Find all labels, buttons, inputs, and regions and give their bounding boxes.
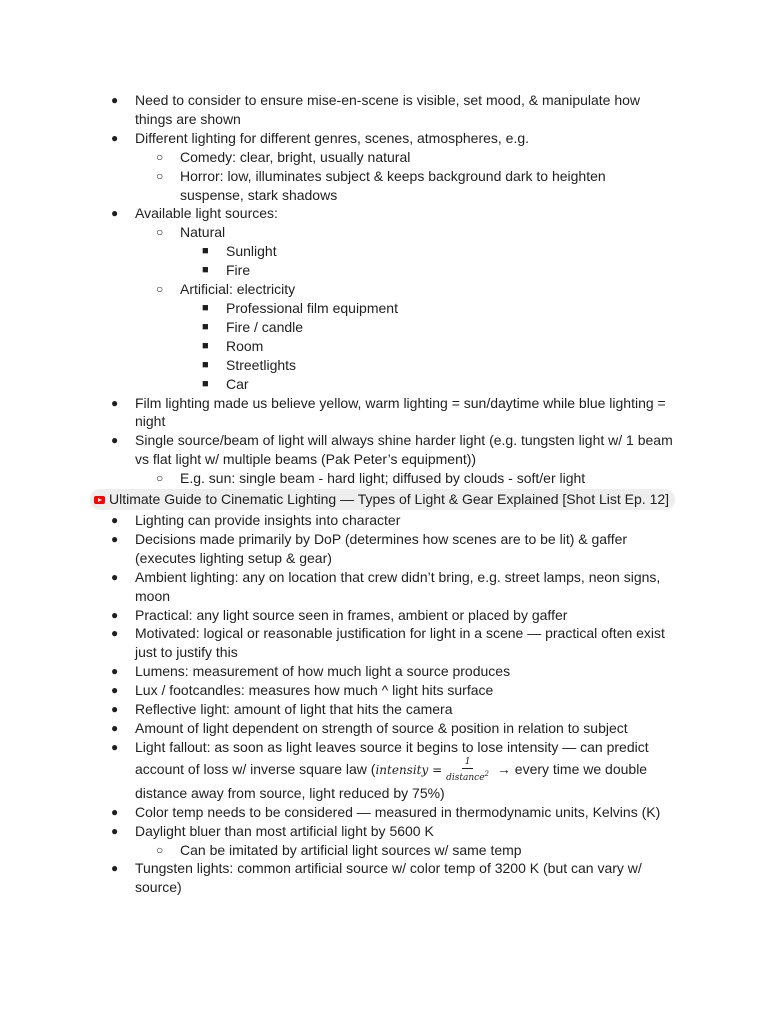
list-item [156, 223, 670, 242]
video-link-title[interactable]: Ultimate Guide to Cinematic Lighting — Types of Light & Gear Explained [Shot List Ep. 12] [109, 491, 670, 508]
list-item-text: Fire / candle [226, 318, 304, 335]
list-item-text: Color temp needs to be considered — measured in thermodynamic units, Kelvins (K) [135, 803, 661, 820]
bullet: ■ [202, 320, 209, 333]
bullet: ● [111, 569, 119, 584]
list-item-text: Light fallout: as soon as light leaves source it begins to lose intensity — can predict account of loss w/ inverse square law ( [135, 738, 649, 778]
notes-list-2 [0, 511, 768, 897]
list-item [111, 681, 680, 700]
formula-fraction [444, 757, 491, 784]
inverse-square-formula [375, 757, 493, 784]
list-item-text: Can be imitated by artificial light sources w/ same temp [180, 841, 522, 858]
list-item [202, 337, 666, 356]
list-item [111, 91, 680, 129]
list-item-text: Lux / footcandles: measures how much ^ light hits surface [135, 682, 494, 699]
list-item-text: Motivated: logical or reasonable justification for light in a scene — practical often exist just to justify this [135, 625, 665, 661]
formula-denominator [444, 769, 491, 784]
bullet: ● [111, 93, 119, 107]
list-item-text: Lighting can provide insights into character [135, 512, 401, 529]
list-item-text: Need to consider to ensure mise-en-scene is visible, set mood, & manipulate how things are shown [135, 92, 641, 127]
list-item [111, 624, 680, 662]
list-item-text: Fire [226, 262, 251, 279]
bullet: ○ [156, 471, 164, 486]
list-item-text: Lumens: measurement of how much light a source produces [135, 663, 511, 680]
youtube-icon [94, 496, 105, 504]
bullet: ● [111, 664, 119, 679]
list-item [111, 530, 680, 568]
list-item [111, 204, 680, 223]
list-item [111, 394, 680, 432]
bullet: ■ [202, 301, 209, 314]
list-item-text: Decisions made primarily by DoP (determines how scenes are to be lit) & gaffer (executes lighting setup & gear) [135, 530, 628, 566]
list-item-text: Different lighting for different genres, scenes, atmospheres, e.g. [135, 129, 530, 146]
list-item-text: Natural [180, 224, 226, 241]
list-item-text: Streetlights [226, 356, 297, 373]
list-item [156, 469, 670, 488]
list-item-text: Film lighting made us believe yellow, warm lighting = sun/daytime while blue lighting = night [135, 394, 666, 430]
list-item-text: Car [226, 375, 249, 392]
list-item-text: Reflective light: amount of light that hits the camera [135, 701, 453, 718]
list-item [111, 431, 680, 469]
bullet: ● [111, 130, 119, 145]
formula-denominator-text: distance [446, 772, 485, 783]
bullet: ■ [202, 264, 209, 277]
list-item [111, 803, 680, 822]
list-item [202, 375, 666, 394]
video-link-chip[interactable] [90, 489, 675, 510]
bullet: ○ [156, 842, 164, 857]
list-item [111, 129, 680, 148]
bullet: ● [111, 206, 119, 221]
list-item [111, 859, 680, 897]
bullet: ● [111, 861, 119, 876]
bullet: ● [111, 607, 119, 622]
formula-lhs: intensity = [375, 762, 443, 777]
bullet: ● [111, 626, 119, 641]
bullet: ■ [202, 339, 209, 352]
bullet: ● [111, 513, 119, 528]
list-item-light-fallout [111, 738, 680, 803]
bullet: ● [111, 823, 119, 838]
bullet: ● [111, 531, 119, 546]
list-item-text: Horror: low, illuminates subject & keeps background dark to heighten suspense, stark shadows [180, 167, 606, 203]
bullet: ○ [156, 168, 164, 183]
list-item [111, 719, 680, 738]
list-item-text: Daylight bluer than most artificial light by 5600 K [135, 822, 434, 839]
bullet: ○ [156, 149, 164, 164]
list-item-text: Available light sources: [135, 205, 278, 222]
list-item-text: Practical: any light source seen in frames, ambient or placed by gaffer [135, 606, 568, 623]
list-item-text: Tungsten lights: common artificial source w/ color temp of 3200 K (but can vary w/ source) [135, 860, 642, 896]
list-item [156, 841, 670, 860]
list-item [111, 606, 680, 625]
bullet: ● [111, 804, 119, 819]
bullet: ● [111, 702, 119, 717]
list-item-text: Artificial: electricity [180, 281, 296, 298]
list-item-text: Professional film equipment [226, 299, 398, 316]
list-item [202, 356, 666, 375]
list-item-text: Comedy: clear, bright, usually natural [180, 148, 411, 165]
bullet: ■ [202, 377, 209, 390]
list-item-text: Sunlight [226, 243, 277, 260]
list-item [202, 242, 666, 261]
bullet: ■ [202, 358, 209, 371]
list-item [202, 318, 666, 337]
bullet: ● [111, 433, 119, 448]
bullet: ● [111, 739, 119, 754]
bullet: ● [111, 721, 119, 735]
list-item [202, 299, 666, 318]
list-item-text: Single source/beam of light will always shine harder light (e.g. tungsten light w/ 1 beam vs flat light w/ multiple beams (Pak Peter’s equipment)) [135, 432, 673, 468]
list-item-text: Amount of light dependent on strength of source & position in relation to subject [135, 720, 628, 736]
notes-content [0, 91, 768, 897]
list-item [202, 261, 666, 280]
bullet: ● [111, 395, 119, 410]
list-item [111, 511, 680, 530]
formula-exponent: 2 [484, 769, 490, 778]
bullet: ● [111, 683, 119, 698]
list-item [111, 822, 680, 841]
bullet: ■ [202, 245, 209, 258]
list-item-text: Ambient lighting: any on location that crew didn’t bring, e.g. street lamps, neon signs, moon [135, 568, 661, 604]
bullet: ○ [156, 225, 164, 240]
list-item [156, 167, 670, 205]
list-item [111, 568, 680, 606]
formula-numerator: 1 [462, 757, 474, 769]
list-item [111, 662, 680, 681]
notes-list [0, 91, 768, 488]
bullet: ○ [156, 282, 164, 297]
list-item [111, 700, 680, 719]
list-item-text-after: → every time we double distance away from source, light reduced by 75%) [135, 761, 648, 801]
list-item-text: E.g. sun: single beam - hard light; diffused by clouds - soft/er light [180, 470, 586, 487]
list-item-text: Room [226, 337, 264, 354]
list-item [156, 148, 670, 167]
list-item [156, 280, 670, 299]
